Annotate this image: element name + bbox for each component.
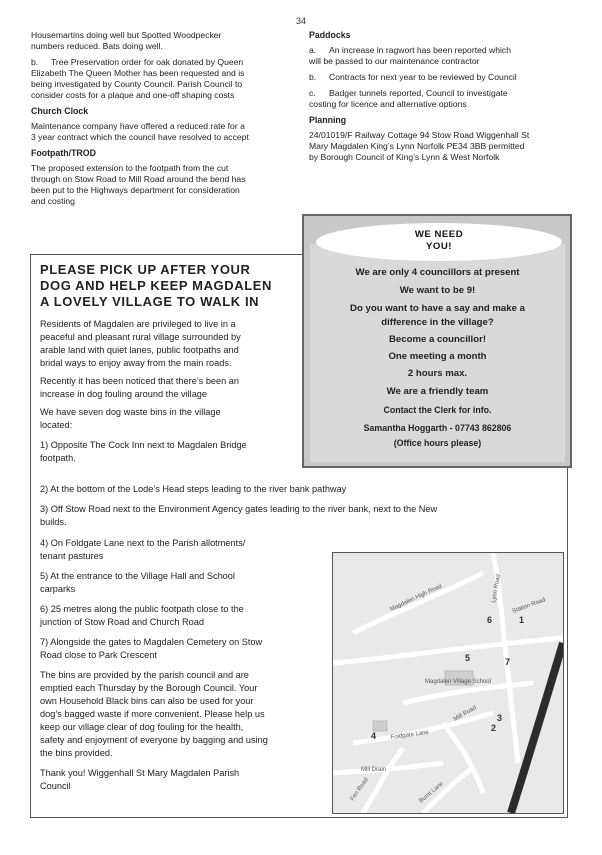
map-bin-marker-2: 2	[491, 723, 497, 733]
meeting-frequency-line: One meeting a month	[388, 351, 487, 362]
map-graphic	[333, 553, 563, 813]
left-column	[31, 30, 301, 212]
target-count-line: We want to be 9!	[399, 285, 476, 296]
map-bin-marker-6: 6	[487, 615, 493, 625]
dog-article-lower-text	[40, 537, 330, 793]
map-label-lynn-road: Lynn Road	[491, 573, 502, 604]
wildlife-note: Housemartins doing well but Spotted Woodpecker numbers reduced. Bats doing well.	[31, 30, 222, 51]
bin-location-3: 3) Off Stow Road next to the Environment Agency gates leading to the river bank, next to the New builds.	[40, 504, 438, 527]
bin-location-7: 7) Alongside the gates to Magdalen Cemetery on Stow Road close to Park Crescent	[40, 637, 263, 660]
page-number: 34	[295, 16, 306, 26]
office-hours-line: (Office hours please)	[393, 438, 482, 448]
map-label-station-road: Station Road	[511, 597, 547, 615]
bin-location-5: 5) At the entrance to the Village Hall and School carparks	[40, 571, 235, 594]
planning-text: 24/01019/F Railway Cottage 94 Stow Road Wiggenhall St Mary Magdalen King’s Lynn Norfolk PE34 3BB permitted by Borough Council of King’s Lynn & West Norfolk	[309, 130, 530, 162]
church-clock-heading: Church Clock	[31, 106, 89, 116]
dog-article-title: PLEASE PICK UP AFTER YOUR DOG AND HELP KEEP MAGDALEN A LOVELY VILLAGE TO WALK IN	[40, 262, 273, 309]
paddocks-item-a: a. An increase in ragwort has been reported which will be passed to our maintenance contractor	[309, 45, 512, 66]
paddocks-item-b: b. Contracts for next year to be reviewed by Council	[309, 72, 517, 82]
thanks-signoff: Thank you! Wiggenhall St Mary Magdalen Parish Council	[40, 768, 240, 791]
paddocks-heading: Paddocks	[309, 30, 351, 40]
clerk-phone-line: Samantha Hoggarth - 07743 862806	[363, 423, 512, 433]
paddocks-item-c: c. Badger tunnels reported, Council to investigate costing for licence and alternative options	[309, 88, 508, 109]
bin-location-4: 4) On Foldgate Lane next to the Parish allotments/ tenant pastures	[40, 538, 246, 561]
bin-location-6: 6) 25 metres along the public footpath close to the junction of Stow Road and Church Road	[40, 604, 244, 627]
map-label-mill-drain: Mill Drain	[361, 767, 387, 773]
meeting-duration-line: 2 hours max.	[407, 368, 468, 379]
right-column	[309, 30, 574, 168]
map-label-burnt-lane: Burnt Lane	[418, 781, 445, 805]
contact-clerk-line: Contact the Clerk for info.	[383, 405, 492, 415]
map-building	[373, 721, 387, 731]
question-line-2: difference in the village?	[381, 317, 494, 328]
councillor-count-line: We are only 4 councillors at present	[355, 267, 520, 278]
we-need-you-title: WE NEED YOU!	[414, 229, 464, 252]
map-label-foldgate-lane: Foldgate Lane	[390, 729, 430, 741]
footpath-heading: Footpath/TROD	[31, 148, 96, 158]
dog-article-intro: Residents of Magdalen are privileged to live in a peaceful and pleasant rural village surrounded by arable land with quiet lanes, public footpaths and bridal ways to enjoy away from the main roads. Recently it has been noticed that there’s been an increase in dog fouling around the village We have seven dog waste bins in the village located: 1) Opposite The Cock Inn next to Magdalen Bridge footpath.	[40, 318, 302, 465]
map-bin-marker-4: 4	[371, 731, 377, 741]
bin-location-1: 1) Opposite The Cock Inn next to Magdalen Bridge footpath.	[40, 440, 247, 463]
footpath-text: The proposed extension to the footpath from the cut through on Stow Road to Mill Road around the bend has been put to the Highways department for consideration and costing	[31, 163, 246, 206]
become-councillor-line: Become a councillor!	[388, 334, 487, 345]
church-clock-text: Maintenance company have offered a reduced rate for a 3 year contract which the council have resolved to accept	[31, 121, 249, 142]
friendly-team-line: We are a friendly team	[386, 386, 489, 397]
map-label-fen-road: Fen Road	[349, 777, 370, 803]
map-bin-marker-1: 1	[519, 615, 525, 625]
bin-location-2: 2) At the bottom of the Lode’s Head steps leading to the river bank pathway	[40, 484, 347, 494]
question-line-1: Do you want to have a say and make a	[350, 303, 525, 314]
map-label-magdalen-high-road: Magdalen High Road	[389, 583, 443, 613]
bin-location-map	[332, 552, 564, 814]
planning-heading: Planning	[309, 115, 347, 125]
map-river	[511, 643, 563, 813]
map-bin-marker-3: 3	[497, 713, 503, 723]
map-label-village-school: Magdalen Village School	[425, 679, 491, 685]
tree-preservation-item: b. Tree Preservation order for oak donated by Queen Elizabeth The Queen Mother has been requested and is being investigated by County Council. Parish Council to consider costs for a plaque and one-off shaping costs	[31, 57, 245, 100]
bins-info: The bins are provided by the parish council and are emptied each Thursday by the Borough Council. Your own Household Black bins can also be used for your dog’s bagged waste if more convenient. Please help us keep our village clear of dog fouling for the health, safety and enjoyment of everyone by bagging and using the bins provided.	[40, 670, 268, 758]
map-label-mill-road: Mill Road	[453, 705, 478, 723]
map-bin-marker-5: 5	[465, 653, 471, 663]
map-bin-marker-7: 7	[505, 657, 511, 667]
